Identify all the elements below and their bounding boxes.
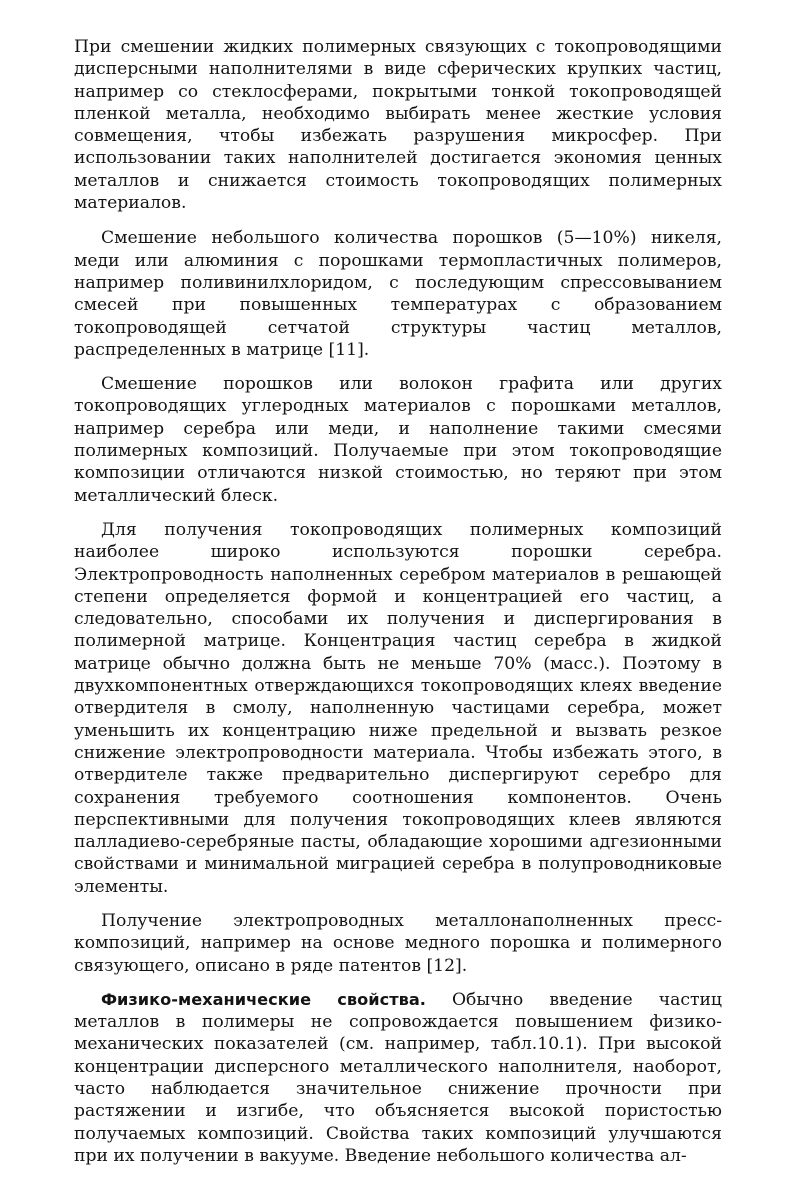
- paragraph-3: Смешение порошков или волокон графита или других токопроводящих углеродных материалов с порошками металлов, например серебра или меди, и наполнение такими смесями полимерных композиций. Получаемые при этом токопроводящие композиции отличаются низкой стоимостью, но теряют при этом металлический блеск.: [74, 374, 722, 506]
- paragraph-6: [74, 989, 722, 1167]
- paragraph-6-text: Обычно введение частиц металлов в полимеры не сопровождается повышением физико-механических показателей (см. например, табл.10.1). При высокой концентрации дисперсного металлического наполнителя, наоборот, часто наблюдается значительное снижение прочности при растяжении и изгибе, что объясняется высокой пористостью получаемых композиций. Свойства таких композиций улучшаются при их получении в вакууме. Введение небольшого количества ал-: [74, 989, 722, 1166]
- paragraph-2: Смешение небольшого количества порошков (5—10%) никеля, меди или алюминия с порошками термопластичных полимеров, например поливинилхлоридом, с последующим спрессовыванием смесей при повышенных температурах с образованием токопроводящей сетчатой структуры частиц металлов, распределенных в матрице [11].: [74, 228, 722, 360]
- paragraph-4: Для получения токопроводящих полимерных композиций наиболее широко используются порошки серебра. Электропроводность наполненных серебром материалов в решающей степени определяется формой и концентрацией его частиц, а следовательно, способами их получения и диспергирования в полимерной матрице. Концентрация частиц серебра в жидкой матрице обычно должна быть не меньше 70% (масс.). Поэтому в двухкомпонентных отверждающихся токопроводящих клеях введение отвердителя в смолу, наполненную частицами серебра, может уменьшить их концентрацию ниже предельной и вызвать резкое снижение электропроводности материала. Чтобы избежать этого, в отвердителе также предварительно диспергируют серебро для сохранения требуемого соотношения компонентов. Очень перспективными для получения токопроводящих клеев являются палладиево-серебряные пасты, обладающие хорошими адгезионными свойствами и минимальной миграцией серебра в полупроводниковые элементы.: [74, 519, 722, 897]
- paragraph-5: Получение электропроводных металлонаполненных пресс-композиций, например на основе медного порошка и полимерного связующего, описано в ряде патентов [12].: [74, 910, 722, 976]
- paragraph-1: При смешении жидких полимерных связующих с токопроводящими дисперсными наполнителями в виде сферических крупких частиц, например со стеклосферами, покрытыми тонкой токопроводящей пленкой металла, необходимо выбирать менее жесткие условия совмещения, чтобы избежать разрушения микросфер. При использовании таких наполнителей достигается экономия ценных металлов и снижается стоимость токопроводящих полимерных материалов.: [74, 37, 722, 214]
- section-run-in-heading: Физико-механические свойства.: [101, 989, 426, 1009]
- document-page: [74, 36, 722, 1179]
